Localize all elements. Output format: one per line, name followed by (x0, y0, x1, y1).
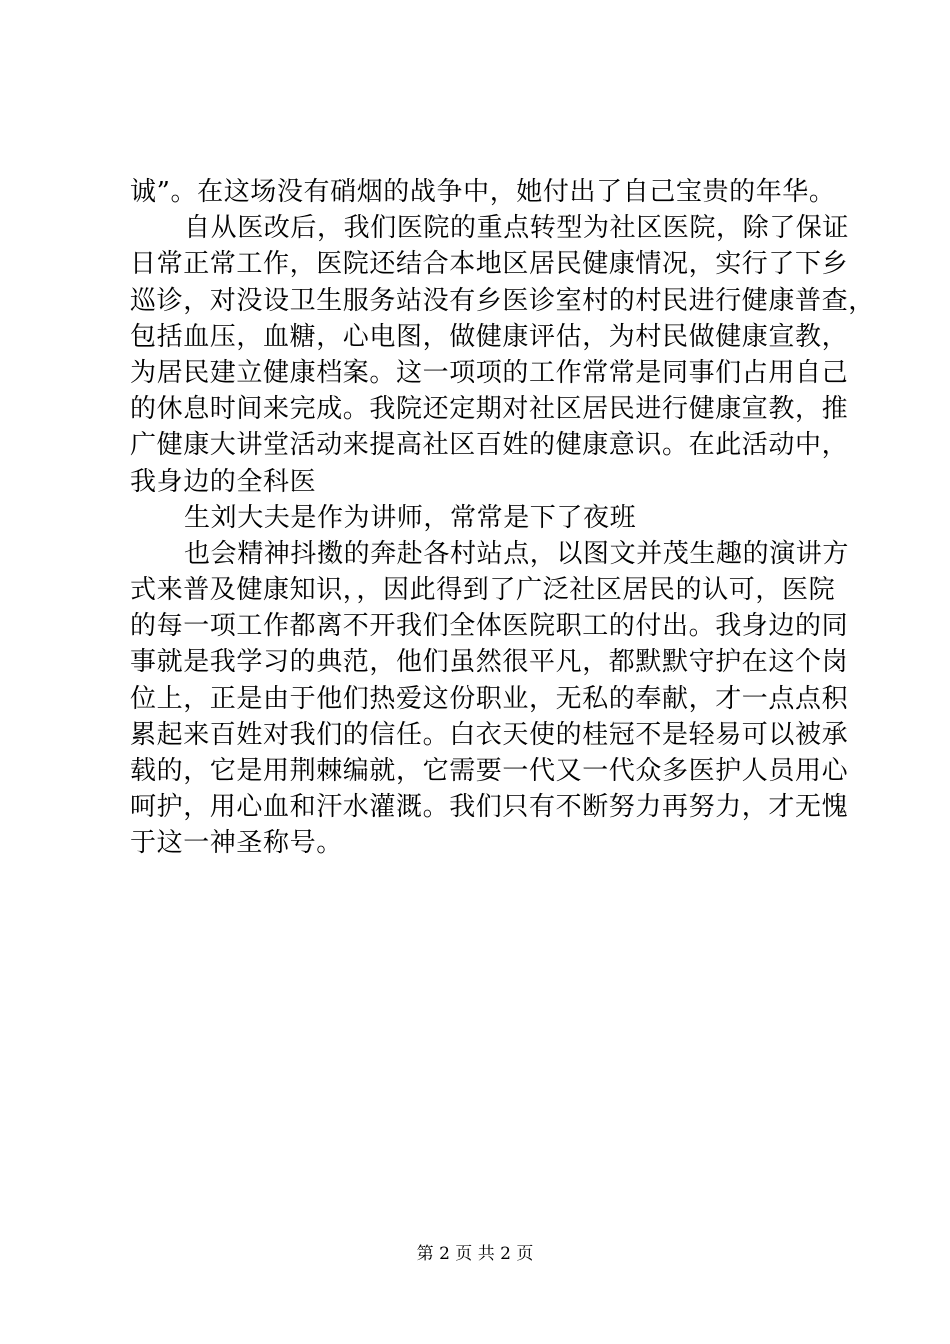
page-footer: 第 2 页 共 2 页 (416, 1244, 534, 1264)
text-line: 式来普及健康知识，，因此得到了广泛社区居民的认可，医院 (130, 575, 836, 606)
text-line: 于这一神圣称号。 (130, 828, 343, 859)
text-line: 事就是我学习的典范，他们虽然很平凡，都默默守护在这个岗 (130, 647, 849, 678)
text-line: 包括血压，血糖，心电图，做健康评估，为村民做健康宣教， (130, 321, 849, 352)
text-line: 呵护，用心血和汗水灌溉。我们只有不断努力再努力，才无愧 (130, 792, 849, 823)
text-line: 我身边的全科医 (130, 466, 317, 497)
text-line: 诚”。在这场没有硝烟的战争中，她付出了自己宝贵的年华。 (130, 177, 836, 207)
text-line: 巡诊，对没设卫生服务站没有乡医诊室村的村民进行健康普查， (130, 285, 875, 316)
text-line: 的每一项工作都离不开我们全体医院职工的付出。我身边的同 (130, 611, 849, 642)
text-line: 自从医改后，我们医院的重点转型为社区医院，除了保证 (184, 213, 850, 244)
text-line: 的休息时间来完成。我院还定期对社区居民进行健康宣教，推 (130, 394, 849, 425)
text-line: 为居民建立健康档案。这一项项的工作常常是同事们占用自己 (130, 357, 849, 388)
text-line: 日常正常工作，医院还结合本地区居民健康情况，实行了下乡 (130, 249, 849, 280)
text-line: 位上，正是由于他们热爱这份职业，无私的奉献，才一点点积 (130, 683, 849, 714)
text-line: 累起来百姓对我们的信任。白衣天使的桂冠不是轻易可以被承 (130, 719, 849, 750)
body-text (130, 174, 875, 862)
text-line: 生刘大夫是作为讲师，常常是下了夜班 (184, 502, 637, 533)
text-line: 广健康大讲堂活动来提高社区百姓的健康意识。在此活动中， (130, 430, 849, 461)
text-line: 也会精神抖擞的奔赴各村站点，以图文并茂生趣的演讲方 (184, 538, 850, 569)
text-line: 载的，它是用荆棘编就，它需要一代又一代众多医护人员用心 (130, 756, 849, 786)
